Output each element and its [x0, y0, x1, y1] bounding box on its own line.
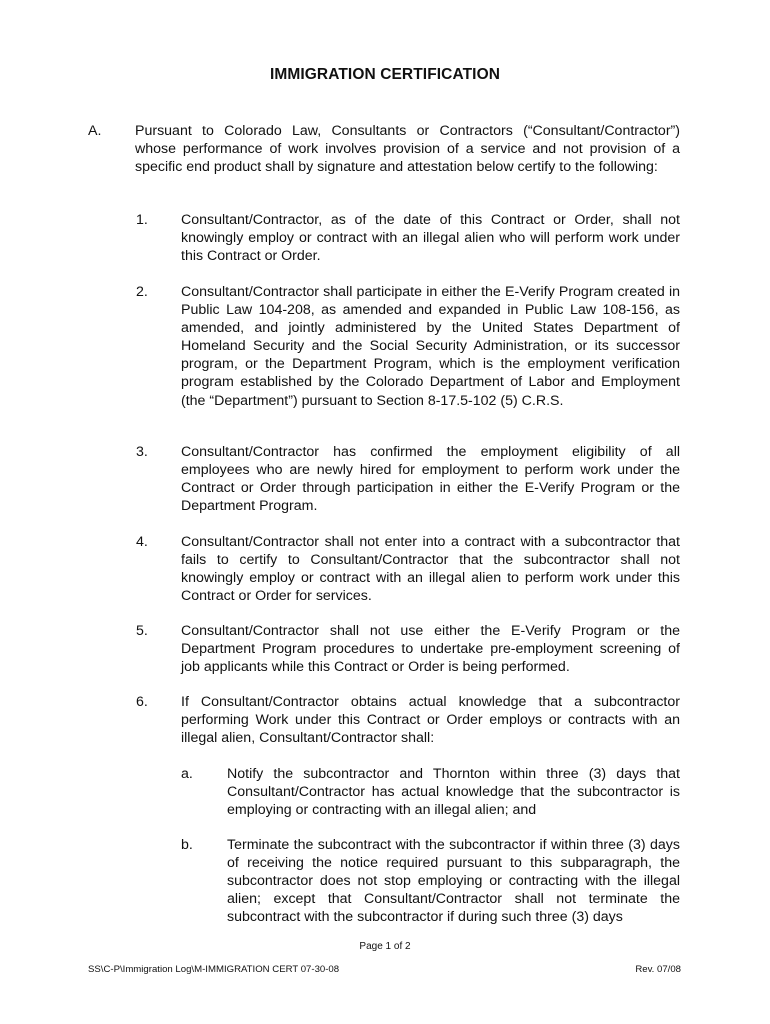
list-item-number: 3. [136, 444, 148, 460]
sublist-item-letter: a. [181, 766, 193, 782]
page-title: IMMIGRATION CERTIFICATION [269, 66, 501, 83]
file-path: SS\C-P\Immigration Log\M-IMMIGRATION CERT 07-30-08 [88, 964, 340, 975]
list-item-number: 2. [136, 284, 148, 300]
page-number: Page 1 of 2 [359, 941, 411, 952]
section-intro: Pursuant to Colorado Law, Consultants or Contractors (“Consultant/Contractor”) whose performance of work involves provision of a service and not provision of a specific end product shall by signature and attestation below certify to the following: [135, 123, 680, 176]
list-item-number: 1. [136, 212, 148, 228]
list-item-text: Consultant/Contractor, as of the date of this Contract or Order, shall not knowingly employ or contract with an illegal alien who will perform work under this Contract or Order. [181, 212, 680, 265]
list-item-text: Consultant/Contractor shall not enter into a contract with a subcontractor that fails to certify to Consultant/Contractor that the subcontractor shall not knowingly employ or contract with an illegal alien to perform work under this Contract or Order for services. [181, 534, 680, 605]
list-item-number: 6. [136, 694, 148, 710]
list-item-number: 4. [136, 534, 148, 550]
list-item-text: Consultant/Contractor has confirmed the employment eligibility of all employees who are newly hired for employment to perform work under the Contract or Order through participation in either the E-Verify Program or the Department Program. [181, 444, 680, 515]
revision-label: Rev. 07/08 [635, 964, 681, 975]
section-marker: A. [88, 123, 102, 139]
sublist-item-text: Terminate the subcontract with the subcontractor if within three (3) days of receiving the notice required pursuant to this subparagraph, the subcontractor does not stop employing or contracting with the illegal alien; except that Consultant/Contractor shall not terminate the subcontract with the subcontractor if during such three (3) days [227, 837, 680, 926]
list-item-text: If Consultant/Contractor obtains actual knowledge that a subcontractor performing Work under this Contract or Order employs or contracts with an illegal alien, Consultant/Contractor shall: [181, 694, 680, 747]
sublist-item-letter: b. [181, 837, 193, 853]
list-item-number: 5. [136, 623, 148, 639]
list-item-text: Consultant/Contractor shall not use either the E-Verify Program or the Department Program procedures to undertake pre-employment screening of job applicants while this Contract or Order is being performed. [181, 623, 680, 676]
sublist-item-text: Notify the subcontractor and Thornton within three (3) days that Consultant/Contractor has actual knowledge that the subcontractor is employing or contracting with an illegal alien; and [227, 766, 680, 819]
list-item-text: Consultant/Contractor shall participate in either the E-Verify Program created in Public Law 104-208, as amended and expanded in Public Law 108-156, as amended, and jointly administered by the United States Department of Homeland Security and the Social Security Administration, or its successor program, or the Department Program, which is the employment verification program established by the Colorado Department of Labor and Employment (the “Department”) pursuant to Section 8-17.5-102 (5) C.R.S. [181, 284, 680, 409]
